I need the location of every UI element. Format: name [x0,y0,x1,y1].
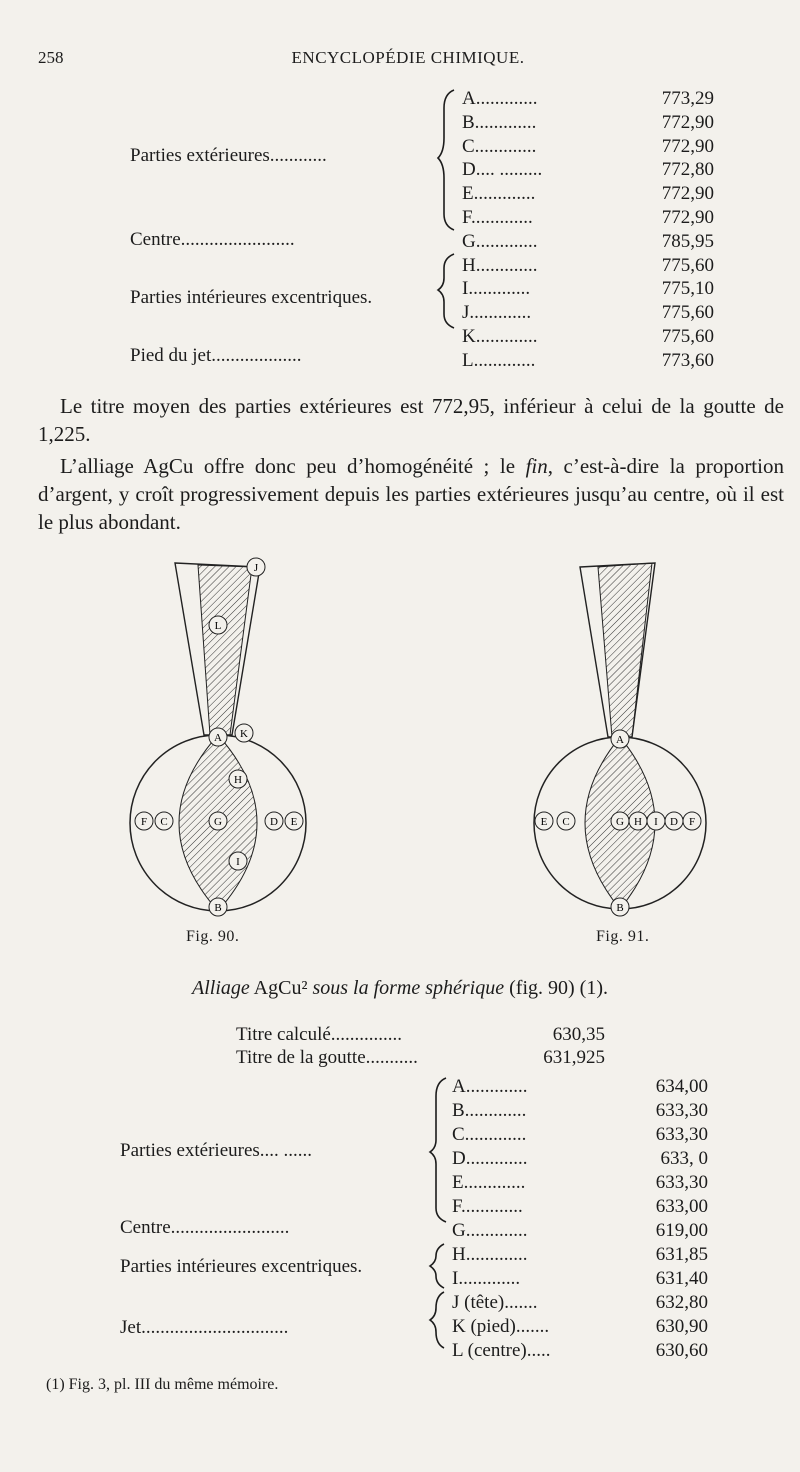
row-value: 773,29 [661,88,714,109]
row-value: 633,30 [655,1100,708,1121]
row-key: A............. [462,88,538,109]
row-value: 634,00 [655,1076,708,1097]
row-value: 775,60 [661,326,714,347]
page-header [38,48,778,78]
figure-90 [120,555,320,920]
row-value: 633, 0 [660,1148,708,1169]
row-value: 633,00 [655,1196,708,1217]
footnote: (1) Fig. 3, pl. III du même mémoire. [46,1376,279,1393]
row-key: E............. [462,183,536,205]
point-label: F [688,816,696,828]
title-part-2: sous la forme sphérique [312,977,505,999]
group-label: Centre......................... [120,1217,290,1238]
row-key: F............. [452,1196,523,1217]
page-number: 258 [38,48,64,67]
group-label: Parties extérieures............ [130,145,327,166]
row-key: B............. [462,111,537,133]
figure-91 [520,555,720,920]
point-label: H [634,816,642,828]
row-key: A............. [452,1076,528,1097]
point-label: D [270,816,278,828]
row-value: 775,60 [661,302,714,324]
point-label: G [214,816,222,828]
row-key: K (pied)....... [452,1316,550,1337]
group-label: Parties extérieures.... ...... [120,1140,313,1161]
row-key: E............. [452,1172,526,1193]
brace-group [428,1076,452,1366]
title-part-1: Alliage [192,977,250,999]
point-label: E [540,816,548,828]
row-value: 619,00 [655,1220,708,1241]
row-value: 775,10 [661,278,714,300]
row-key: H............. [462,254,538,276]
group-label: Parties intérieures excentriques. [120,1256,363,1277]
point-label: I [236,856,240,868]
point-label: A [616,734,624,746]
row-key: G............. [462,230,538,252]
title-formula: AgCu² [253,977,308,999]
point-label: K [240,728,248,740]
summary-label: Titre calculé............... [236,1024,403,1045]
point-label: F [140,816,148,828]
row-key: K............. [462,326,538,347]
row-value: 633,30 [655,1172,708,1193]
row-key: D............. [452,1148,528,1169]
row-key: G............. [452,1220,528,1241]
row-key: J (tête)....... [452,1292,538,1313]
group-label: Pied du jet................... [130,345,302,366]
point-label: C [160,816,168,828]
row-value: 631,40 [655,1268,708,1289]
paragraph-2: L’alliage AgCu offre donc peu d’homogénéité ; le fin, c’est-à-dire la proportion d’argent, y croît progressivement depuis les parties extérieures jusqu’au centre, où il est le plus abondant. [38,454,784,534]
point-label: H [234,774,242,786]
row-value: 772,90 [661,135,714,157]
row-key: H............. [452,1244,528,1265]
row-value: 775,60 [661,254,714,276]
group-label: Parties intérieures excentriques. [130,287,373,308]
running-title: ENCYCLOPÉDIE CHIMIQUE. [291,48,525,67]
fig-90-caption: Fig. 90. [186,928,240,945]
row-key: J............. [462,302,532,324]
row-value: 630,90 [655,1316,708,1337]
fig-91-caption: Fig. 91. [596,928,650,945]
row-value: 631,85 [655,1244,708,1265]
row-value: 773,60 [661,349,714,371]
row-value: 772,90 [661,207,714,228]
row-value: 632,80 [655,1292,708,1313]
row-key: I............. [462,278,531,300]
row-key: F............. [462,207,533,228]
summary-value: 631,925 [543,1047,605,1068]
point-label: B [616,902,624,914]
row-value: 772,90 [661,111,714,133]
summary-value: 630,35 [552,1024,605,1045]
row-value: 633,30 [655,1124,708,1145]
row-value: 785,95 [661,230,714,252]
brace-group [436,88,460,368]
title-ref: (fig. 90) (1). [509,977,608,999]
row-value: 772,90 [661,183,714,205]
row-key: L............. [462,349,536,371]
point-label: J [253,562,259,574]
section-title [0,977,800,1000]
group-label: Jet............................... [120,1317,289,1338]
row-key: D.... ......... [462,159,543,181]
point-label: I [654,816,658,828]
paragraph-1: Le titre moyen des parties extérieures est 772,95, inférieur à celui de la goutte de 1,225. [38,394,784,446]
point-label: C [562,816,570,828]
row-value: 630,60 [655,1340,708,1361]
point-label: A [214,732,222,744]
row-key: C............. [462,135,537,157]
point-label: G [616,816,624,828]
point-label: D [670,816,678,828]
row-key: B............. [452,1100,527,1121]
row-key: I............. [452,1268,521,1289]
point-label: L [214,620,222,632]
point-label: E [290,816,298,828]
point-label: B [214,902,222,914]
row-value: 772,80 [661,159,714,181]
row-key: C............. [452,1124,527,1145]
summary-label: Titre de la goutte........... [236,1047,418,1068]
row-key: L (centre)..... [452,1340,551,1361]
group-label: Centre........................ [130,229,295,250]
